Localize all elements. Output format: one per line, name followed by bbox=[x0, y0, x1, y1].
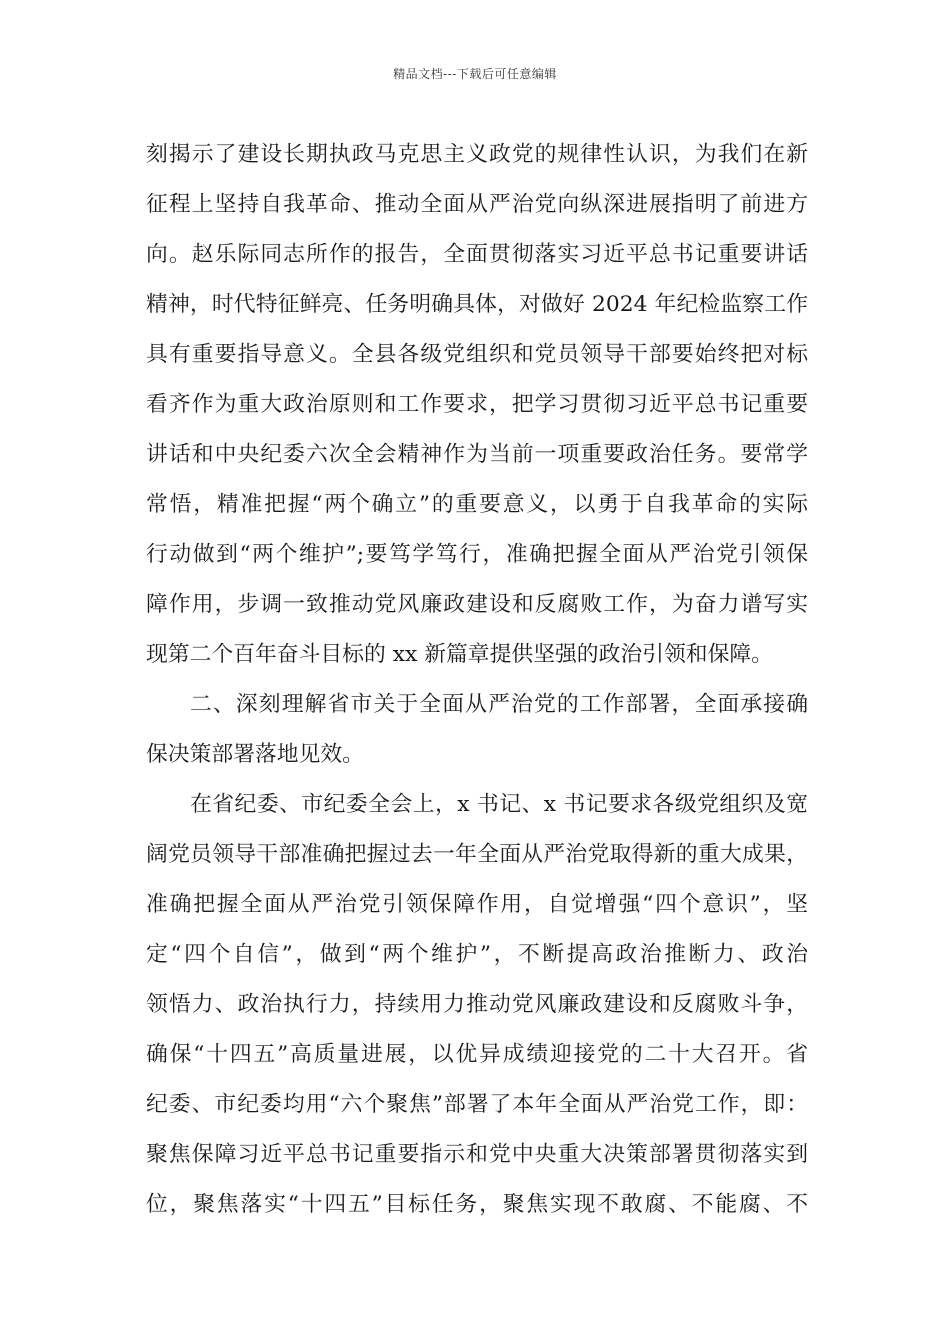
text-line: 看齐作为重大政治原则和工作要求，把学习贯彻习近平总书记重要 bbox=[146, 392, 808, 417]
text-line: 刻揭示了建设长期执政马克思主义政党的规律性认识，为我们在新 bbox=[146, 142, 808, 167]
text-line: 现第二个百年奋斗目标的 xx 新篇章提供坚强的政治引领和保障。 bbox=[146, 642, 773, 667]
text-line: 准确把握全面从严治党引领保障作用，自觉增强“四个意识”，坚 bbox=[146, 892, 808, 917]
text-line: 纪委、市纪委均用“六个聚焦”部署了本年全面从严治党工作，即： bbox=[146, 1092, 808, 1117]
section-heading-line: 保决策部署落地见效。 bbox=[146, 742, 364, 767]
document-body bbox=[146, 130, 808, 1230]
page-header: 精品文档---下载后可任意编辑 bbox=[393, 67, 557, 81]
text-line: 领悟力、政治执行力，持续用力推动党风廉政建设和反腐败斗争， bbox=[146, 992, 808, 1017]
text-line: 征程上坚持自我革命、推动全面从严治党向纵深进展指明了前进方 bbox=[146, 192, 808, 217]
text-line: 障作用，步调一致推动党风廉政建设和反腐败工作，为奋力谱写实 bbox=[146, 592, 808, 617]
text-line: 确保“十四五”高质量进展，以优异成绩迎接党的二十大召开。省 bbox=[146, 1042, 808, 1067]
text-line: 定“四个自信”，做到“两个维护”，不断提高政治推断力、政治 bbox=[146, 942, 808, 967]
text-line: 行动做到“两个维护”;要笃学笃行，准确把握全面从严治党引领保 bbox=[146, 542, 808, 567]
text-line: 在省纪委、市纪委全会上，x 书记、x 书记要求各级党组织及宽 bbox=[190, 792, 808, 817]
text-line: 常悟，精准把握“两个确立”的重要意义，以勇于自我革命的实际 bbox=[146, 492, 808, 517]
text-line: 具有重要指导意义。全县各级党组织和党员领导干部要始终把对标 bbox=[146, 342, 808, 367]
text-line: 精神，时代特征鲜亮、任务明确具体，对做好 2024 年纪检监察工作 bbox=[146, 292, 808, 317]
text-line: 位，聚焦落实“十四五”目标任务，聚焦实现不敢腐、不能腐、不 bbox=[146, 1192, 808, 1217]
section-heading-line: 二、深刻理解省市关于全面从严治党的工作部署，全面承接确 bbox=[190, 692, 808, 717]
text-line: 聚焦保障习近平总书记重要指示和党中央重大决策部署贯彻落实到 bbox=[146, 1142, 808, 1167]
text-line: 向。赵乐际同志所作的报告，全面贯彻落实习近平总书记重要讲话 bbox=[146, 242, 808, 267]
text-line: 讲话和中央纪委六次全会精神作为当前一项重要政治任务。要常学 bbox=[146, 442, 808, 467]
text-line: 阔党员领导干部准确把握过去一年全面从严治党取得新的重大成果， bbox=[146, 842, 808, 867]
